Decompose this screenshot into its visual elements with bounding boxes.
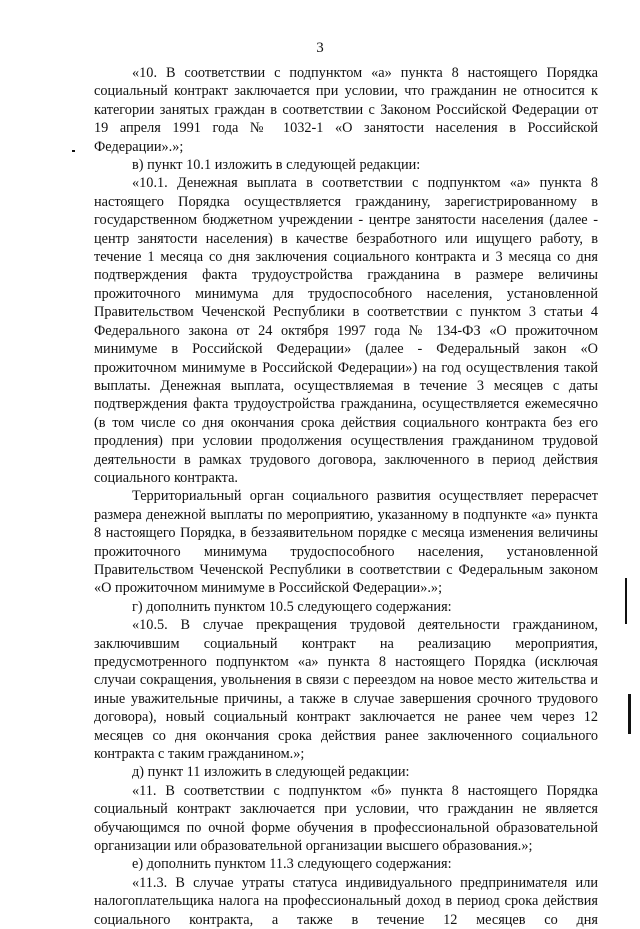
paragraph-item-e: е) дополнить пунктом 11.3 следующего содержания:: [132, 856, 452, 873]
paragraph-recalculation: Территориальный орган социального развития осуществляет перерасчет размера денежной выплаты по мероприятию, указанному в подпункте «а» пункта 8 настоящего Порядка, в беззаявительном порядке с месяца изменения величины прожиточного минимума трудоспособного населения, установленной Правительством Чеченской Республики в соответствии с Федеральным законом «О прожиточном минимуме в Российской Федерации».»;: [94, 488, 598, 597]
paragraph-item-g: г) дополнить пунктом 10.5 следующего содержания:: [132, 598, 452, 615]
paragraph-10: «10. В соответствии с подпунктом «а» пункта 8 настоящего Порядка социальный контракт заключается при условии, что гражданин не относится к категории занятых граждан в соответствии с Законом Российской Федерации от 19 апреля 1991 года № 1032-1 «О занятости населения в Российской Федерации».»;: [94, 65, 598, 155]
paragraph-11: «11. В соответствии с подпунктом «б» пункта 8 настоящего Порядка социальный контракт заключается при условии, что гражданин не является обучающимся по очной форме обучения в профессиональной образовательной организации или образовательной организации высшего образования.»;: [94, 782, 598, 855]
paragraph-item-v: в) пункт 10.1 изложить в следующей редакции:: [132, 157, 421, 174]
page-number: 3: [316, 40, 324, 56]
paragraph-11-3: «11.3. В случае утраты статуса индивидуального предпринимателя или налогоплательщика налога на профессиональный доход в период срока действия социального контракта, а также в течение 12 месяцев со дня: [94, 874, 598, 928]
paragraph-10-5: «10.5. В случае прекращения трудовой деятельности гражданином, заключившим социальный контракт на реализацию мероприятия, предусмотренного подпунктом «а» пункта 8 настоящего Порядка (исключая случаи сокращения, увольнения в связи с переездом на новое место жительства и иные уважительные причины, а также в случае завершения срочного трудового договора), новый социальный контракт заключается не ранее чем через 12 месяцев со дня окончания срока действия ранее заключенного социального контракта с таким гражданином.»;: [94, 617, 598, 763]
scan-artifact-edge-line: [625, 578, 627, 624]
paragraph-item-d: д) пункт 11 изложить в следующей редакции:: [132, 764, 410, 781]
scan-artifact-edge-line: [628, 694, 631, 734]
document-body: [94, 64, 598, 929]
scan-artifact-dot: [72, 150, 75, 152]
paragraph-10-1: «10.1. Денежная выплата в соответствии с подпунктом «а» пункта 8 настоящего Порядка осуществляется гражданину, зарегистрированному в государственном бюджетном учреждении - центре занятости населения (далее - центр занятости населения) в качестве безработного или ищущего работу, в течение 1 месяца со дня заключения социального контракта и 3 месяца со дня подтверждения факта трудоустройства гражданина в размере величины прожиточного минимума для трудоспособного населения, установленной Правительством Чеченской Республики в соответствии с пунктом 3 статьи 4 Федерального закона от 24 октября 1997 года № 134-ФЗ «О прожиточном минимуме в Российской Федерации» (далее - Федеральный закон «О прожиточном минимуме в Российской Федерации») на год осуществления такой выплаты. Денежная выплата, осуществляемая в течение 3 месяцев с даты подтверждения факта трудоустройства гражданина, осуществляется ежемесячно (в том числе со дня окончания срока действия социального контракта без его продления) при условии продолжения осуществления гражданином трудовой деятельности в рамках трудового договора, заключенного в период действия социального контракта.: [94, 175, 598, 486]
